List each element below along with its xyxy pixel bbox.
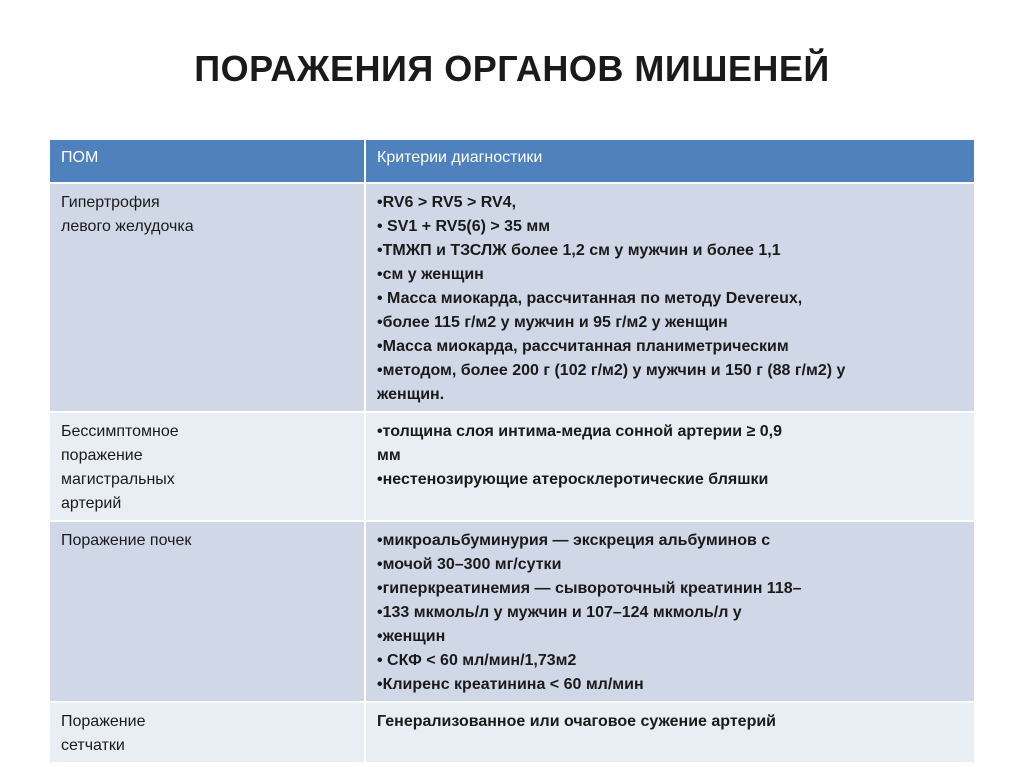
criteria-item: •133 мкмоль/л у мужчин и 107–124 мкмоль/л у <box>377 604 742 621</box>
pom-text: Гипертрофия <box>61 194 160 211</box>
table-row <box>50 184 974 413</box>
criteria-item: •гиперкреатинемия — сывороточный креатинин 118– <box>377 580 802 597</box>
criteria-item: •Клиренс креатинина < 60 мл/мин <box>377 676 644 693</box>
table-row <box>50 413 974 522</box>
criteria-item: •мочой 30–300 мг/сутки <box>377 556 562 573</box>
pom-text: поражение <box>61 447 143 464</box>
criteria-item: •ТМЖП и ТЗСЛЖ более 1,2 см у мужчин и более 1,1 <box>377 242 781 259</box>
slide-title: ПОРАЖЕНИЯ ОРГАНОВ МИШЕНЕЙ <box>194 48 830 89</box>
table-header-row <box>50 140 974 184</box>
pom-cell <box>50 703 366 764</box>
criteria-item: • SV1 + RV5(6) > 35 мм <box>377 218 551 235</box>
pom-text: Бессимптомное <box>61 423 179 440</box>
criteria-item: женщин. <box>377 386 445 403</box>
criteria-item: •микроальбуминурия — экскреция альбуминов с <box>377 532 771 549</box>
table-row <box>50 703 974 764</box>
criteria-item: •RV6 > RV5 > RV4, <box>377 194 517 211</box>
criteria-item: • Масса миокарда, рассчитанная по методу Devereux, <box>377 290 803 307</box>
pom-text: артерий <box>61 495 122 512</box>
pom-text: магистральных <box>61 471 175 488</box>
pom-cell <box>50 413 366 522</box>
criteria-item: •методом, более 200 г (102 г/м2) у мужчин и 150 г (88 г/м2) у <box>377 362 846 379</box>
criteria-item: •см у женщин <box>377 266 484 283</box>
header-criteria: Критерии диагностики <box>366 140 974 184</box>
table-row <box>50 522 974 703</box>
criteria-item: •нестенозирующие атеросклеротические бляшки <box>377 471 769 488</box>
pom-text: Поражение почек <box>61 532 192 549</box>
criteria-cell <box>366 184 974 413</box>
pom-cell <box>50 522 366 703</box>
criteria-item: Генерализованное или очаговое сужение артерий <box>377 713 777 730</box>
criteria-item: •Масса миокарда, рассчитанная планиметрическим <box>377 338 789 355</box>
criteria-item: мм <box>377 447 401 464</box>
pom-text: левого желудочка <box>61 218 194 235</box>
criteria-cell <box>366 413 974 522</box>
criteria-item: •толщина слоя интима-медиа сонной артерии ≥ 0,9 <box>377 423 783 440</box>
criteria-table <box>50 140 974 764</box>
pom-text: сетчатки <box>61 737 125 754</box>
criteria-item: • СКФ < 60 мл/мин/1,73м2 <box>377 652 577 669</box>
criteria-item: •женщин <box>377 628 446 645</box>
header-pom: ПОМ <box>50 140 366 184</box>
criteria-cell <box>366 703 974 764</box>
criteria-item: •более 115 г/м2 у мужчин и 95 г/м2 у женщин <box>377 314 728 331</box>
pom-text: Поражение <box>61 713 146 730</box>
pom-cell <box>50 184 366 413</box>
criteria-cell <box>366 522 974 703</box>
